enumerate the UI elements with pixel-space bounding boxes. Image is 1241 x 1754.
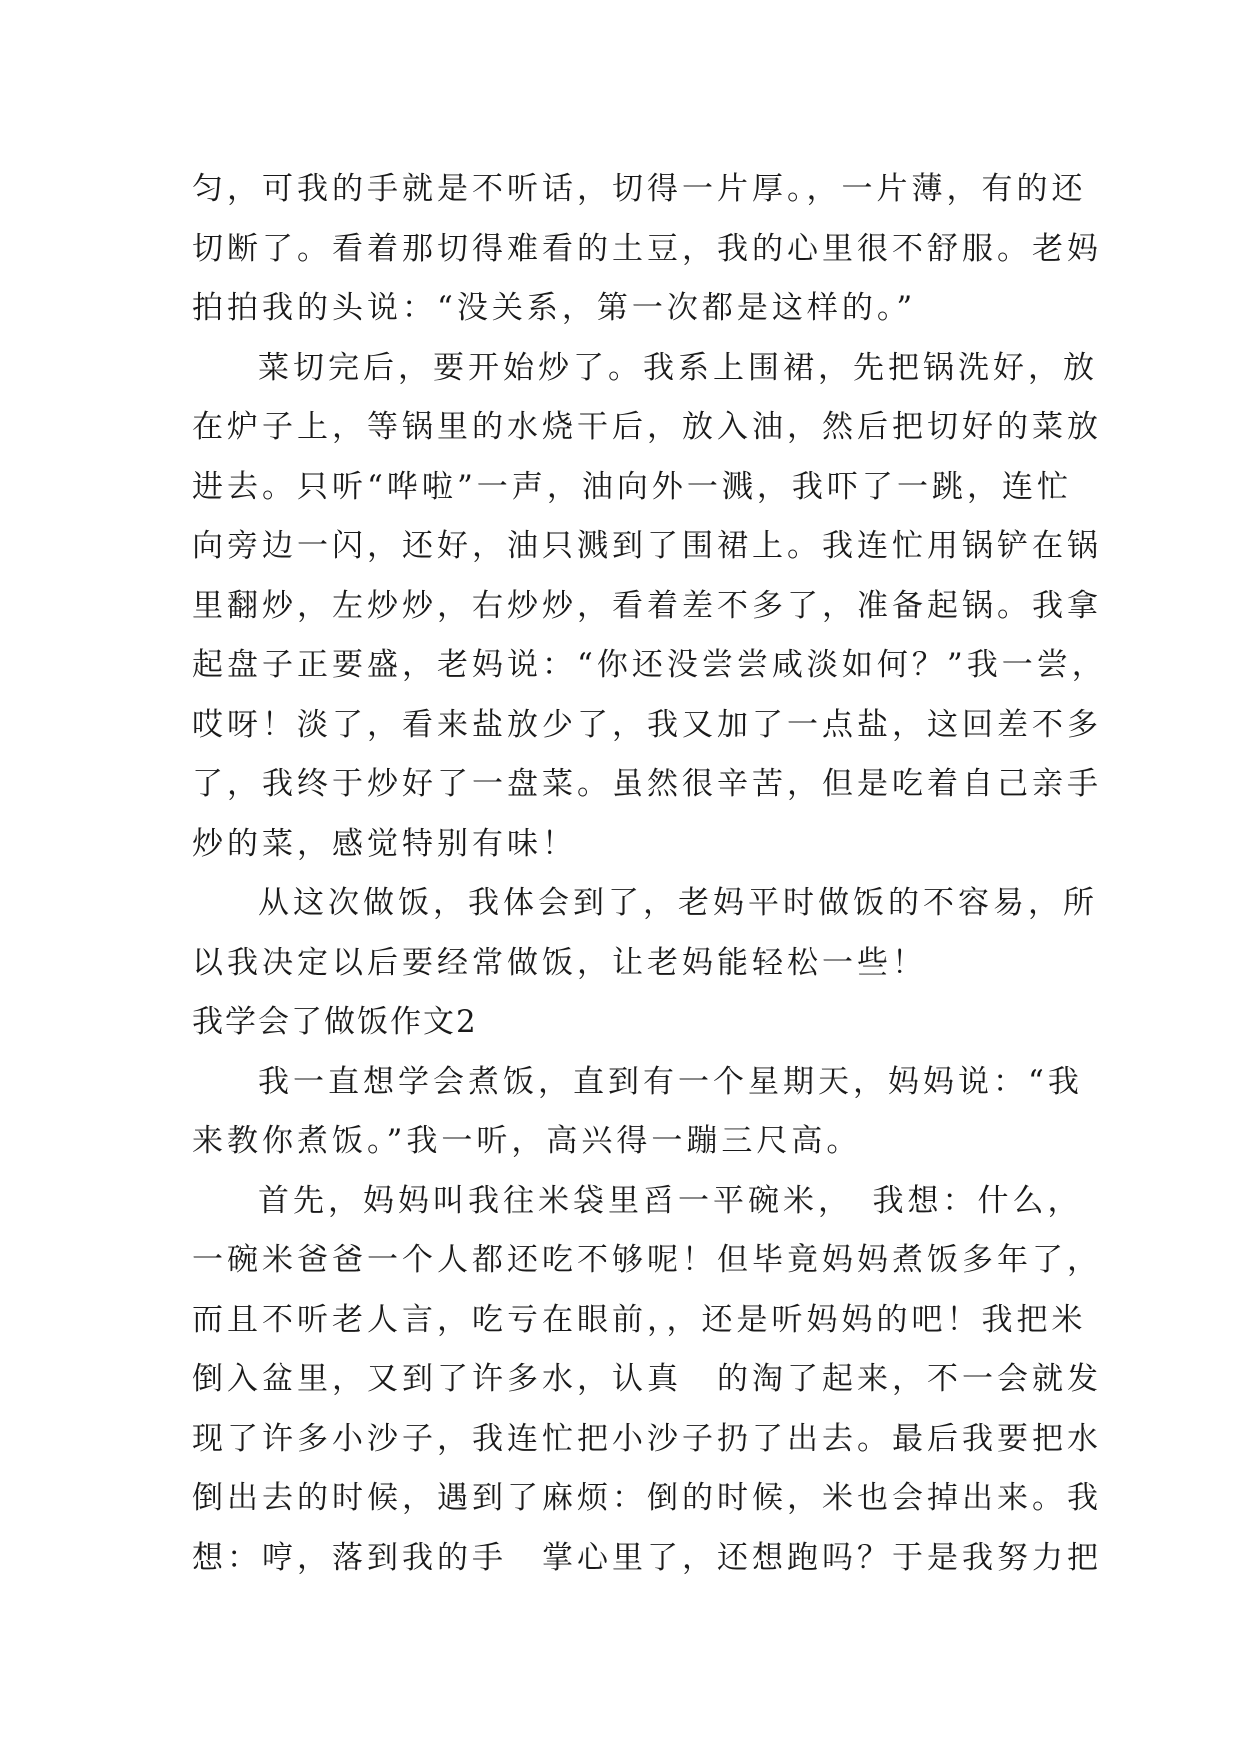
text-line: 一碗米爸爸一个人都还吃不够呢！但毕竟妈妈煮饭多年了， [192, 1242, 1102, 1278]
text-line: 向旁边一闪，还好，油只溅到了围裙上。我连忙用锅铲在锅 [192, 528, 1102, 564]
text-line: 切断了。看着那切得难看的土豆，我的心里很不舒服。老妈 [192, 230, 1102, 267]
text-line: 起盘子正要盛，老妈说：“你还没尝尝咸淡如何？”我一尝， [192, 647, 1107, 683]
text-line: 拍拍我的头说：“没关系，第一次都是这样的。” [192, 290, 917, 326]
text-line: 菜切完后，要开始炒了。我系上围裙，先把锅洗好，放 [258, 349, 1098, 386]
text-line: 炒的菜，感觉特别有味！ [192, 825, 577, 862]
text-line: 哎呀！淡了，看来盐放少了，我又加了一点盐，这回差不多 [192, 706, 1102, 743]
text-line: 在炉子上，等锅里的水烧干后，放入油，然后把切好的菜放 [192, 409, 1102, 445]
text-line: 里翻炒，左炒炒，右炒炒，看着差不多了，准备起锅。我拿 [192, 587, 1102, 624]
text-line: 以我决定以后要经常做饭，让老妈能轻松一些！ [192, 944, 927, 981]
essay-body [192, 160, 1107, 1588]
text-line: 从这次做饭，我体会到了，老妈平时做饭的不容易，所 [258, 885, 1098, 921]
text-line: 想：哼，落到我的手 掌心里了，还想跑吗？于是我努力把 [192, 1539, 1102, 1576]
text-line: 我一直想学会煮饭，直到有一个星期天，妈妈说：“我 [258, 1063, 1083, 1100]
text-line: 倒入盆里，又到了许多水，认真 的淘了起来，不一会就发 [192, 1361, 1102, 1397]
text-line: 进去。只听“哗啦”一声，油向外一溅，我吓了一跳，连忙 [192, 468, 1072, 505]
text-line: 而且不听老人言，吃亏在眼前，，还是听妈妈的吧！我把米 [192, 1301, 1087, 1338]
text-line: 倒出去的时候，遇到了麻烦：倒的时候，米也会掉出来。我 [192, 1480, 1102, 1516]
text-line: 匀，可我的手就是不听话，切得一片厚。，一片薄，有的还 [192, 171, 1087, 207]
text-line: 了，我终于炒好了一盘菜。虽然很辛苦，但是吃着自己亲手 [192, 766, 1102, 802]
text-line: 现了许多小沙子，我连忙把小沙子扔了出去。最后我要把水 [192, 1420, 1102, 1457]
text-line: 首先，妈妈叫我往米袋里舀一平碗米， 我想：什么， [258, 1182, 1083, 1219]
text-line: 来教你煮饭。”我一听，高兴得一蹦三尺高。 [192, 1123, 862, 1159]
essay-heading: 我学会了做饭作文2 [192, 1004, 478, 1040]
